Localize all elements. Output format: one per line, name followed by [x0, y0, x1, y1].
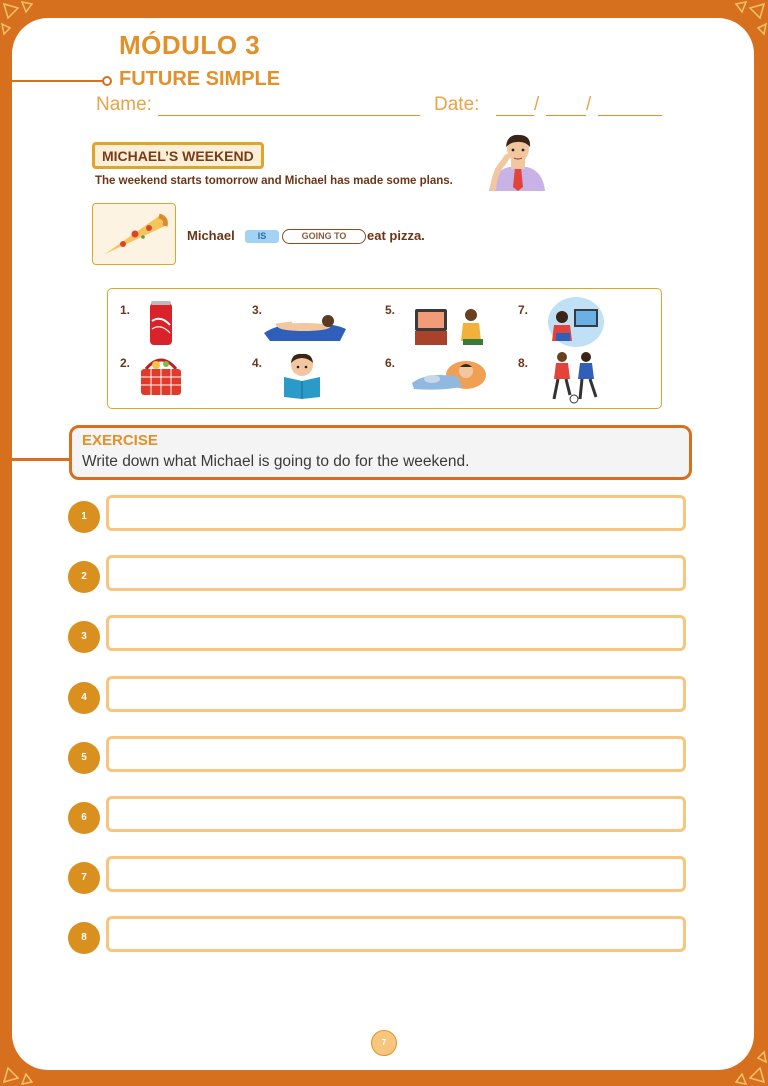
picture-number: 8. [518, 356, 529, 370]
exercise-instruction: Write down what Michael is going to do for the weekend. [82, 453, 470, 470]
intro-text: The weekend starts tomorrow and Michael has made some plans. [95, 175, 453, 187]
going-to-pill: GOING TO [282, 229, 366, 244]
example-ending: eat pizza. [367, 228, 425, 243]
answer-row [68, 676, 692, 716]
activity-pictures-box [107, 288, 662, 409]
date-separator: / [586, 94, 592, 115]
date-month-line[interactable] [546, 115, 586, 116]
answer-row [68, 916, 692, 956]
name-field-line[interactable] [158, 115, 420, 116]
picture-number: 5. [385, 303, 396, 317]
picture-number: 4. [252, 356, 263, 370]
exercise-connector-line [12, 458, 72, 461]
date-label: Date: [434, 94, 480, 115]
playing-soccer-icon [546, 349, 602, 405]
sleeping-icon [408, 357, 488, 393]
reading-book-icon [280, 351, 324, 399]
picture-number: 6. [385, 356, 396, 370]
soda-can-icon [146, 299, 176, 347]
answer-number-badge: 5 [68, 742, 100, 774]
page-subtitle: FUTURE SIMPLE [119, 68, 281, 90]
answer-row [68, 736, 692, 776]
is-pill: IS [245, 230, 279, 243]
name-label: Name: [96, 94, 152, 115]
answer-row [68, 555, 692, 595]
answer-number-badge: 2 [68, 561, 100, 593]
answer-input-4[interactable] [106, 676, 686, 712]
answer-number-badge: 7 [68, 862, 100, 894]
answer-number-badge: 8 [68, 922, 100, 954]
example-subject: Michael [187, 228, 235, 243]
date-day-line[interactable] [496, 115, 534, 116]
answer-number-badge: 4 [68, 682, 100, 714]
picture-number: 1. [120, 303, 131, 317]
answer-input-7[interactable] [106, 856, 686, 892]
answer-input-3[interactable] [106, 615, 686, 651]
answer-row [68, 495, 692, 535]
pizza-example-box [92, 203, 176, 265]
date-separator: / [534, 94, 540, 115]
watching-tv-icon [413, 303, 485, 347]
answer-input-5[interactable] [106, 736, 686, 772]
picture-number: 7. [518, 303, 529, 317]
answer-number-badge: 1 [68, 501, 100, 533]
answer-row [68, 856, 692, 896]
video-game-icon [546, 295, 606, 349]
worksheet-page [12, 18, 754, 1070]
page-number: 7 [371, 1030, 397, 1056]
answer-number-badge: 6 [68, 802, 100, 834]
exercise-box [69, 425, 692, 480]
shopping-basket-icon [136, 351, 186, 399]
answer-input-6[interactable] [106, 796, 686, 832]
answer-input-1[interactable] [106, 495, 686, 531]
swimming-icon [262, 307, 348, 343]
subtitle-connector-dot [102, 76, 112, 86]
picture-number: 2. [120, 356, 131, 370]
exercise-title: EXERCISE [82, 432, 158, 449]
answer-row [68, 796, 692, 836]
answer-number-badge: 3 [68, 621, 100, 653]
michael-thinking-icon [487, 133, 547, 191]
answer-row [68, 615, 692, 655]
answer-input-2[interactable] [106, 555, 686, 591]
pizza-icon [93, 204, 175, 264]
subtitle-connector-line [12, 80, 104, 82]
page-title: MÓDULO 3 [119, 30, 261, 60]
picture-number: 3. [252, 303, 263, 317]
answer-input-8[interactable] [106, 916, 686, 952]
date-year-line[interactable] [598, 115, 662, 116]
section-heading: MICHAEL’S WEEKEND [92, 142, 264, 169]
